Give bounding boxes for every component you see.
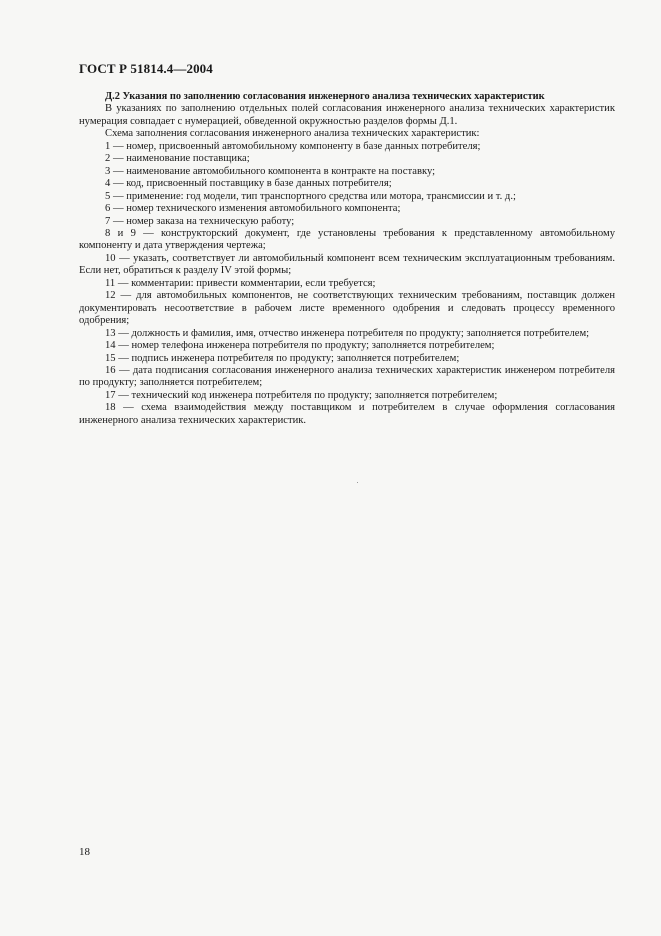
list-item: 2 — наименование поставщика; — [105, 153, 250, 165]
section-content — [79, 91, 615, 427]
document-code-header: ГОСТ Р 51814.4—2004 — [79, 61, 213, 76]
list-item: 17 — технический код инженера потребителя по продукту; заполняется потребителем; — [105, 389, 498, 401]
list-item: 16 — дата подписания согласования инженерного анализа технических характеристик инженером потребителя по продукту; заполняется потребителем; — [79, 364, 615, 389]
section-title: Д.2 Указания по заполнению согласования инженерного анализа технических характеристик — [105, 91, 545, 102]
paragraph-intro: В указаниях по заполнению отдельных полей согласования инженерного анализа технических характеристик нумерация совпадает с нумерацией, обведенной окружностью разделов формы Д.1. — [79, 103, 615, 127]
list-item: 6 — номер технического изменения автомобильного компонента; — [105, 203, 401, 215]
list-item: 3 — наименование автомобильного компонента в контракте на поставку; — [105, 165, 436, 177]
list-item: 4 — код, присвоенный поставщику в базе данных потребителя; — [105, 178, 392, 190]
list-item: 8 и 9 — конструкторский документ, где установлены требования к представленному автомобильному компоненту и дата утверждения чертежа; — [79, 227, 615, 252]
scan-speck — [357, 482, 358, 483]
list-item: 18 — схема взаимодействия между поставщиком и потребителем в случае оформления согласования инженерного анализа технических характеристик. — [79, 402, 615, 426]
list-item: 14 — номер телефона инженера потребителя по продукту; заполняется потребителем; — [105, 340, 495, 352]
list-item: 11 — комментарии: привести комментарии, если требуется; — [105, 277, 376, 289]
page-number: 18 — [79, 846, 90, 858]
list-item: 13 — должность и фамилия, имя, отчество инженера потребителя по продукту; заполняется потребителем; — [105, 327, 590, 339]
list-item: 5 — применение: год модели, тип транспортного средства или мотора, трансмиссии и т. д.; — [105, 190, 516, 202]
list-item: 7 — номер заказа на техническую работу; — [105, 215, 295, 227]
list-item: 12 — для автомобильных компонентов, не соответствующих техническим требованиям, поставщик должен документировать несоответствие в рабочем листе временного одобрения и следовать процессу временного одобрения; — [79, 290, 615, 327]
list-item: 10 — указать, соответствует ли автомобильный компонент всем техническим эксплуатационным требованиям. Если нет, обратиться к разделу IV этой формы; — [79, 252, 615, 277]
paragraph-scheme: Схема заполнения согласования инженерного анализа технических характеристик: — [105, 128, 480, 140]
list-item: 15 — подпись инженера потребителя по продукту; заполняется потребителем; — [105, 352, 460, 364]
list-item: 1 — номер, присвоенный автомобильному компоненту в базе данных потребителя; — [105, 140, 481, 152]
